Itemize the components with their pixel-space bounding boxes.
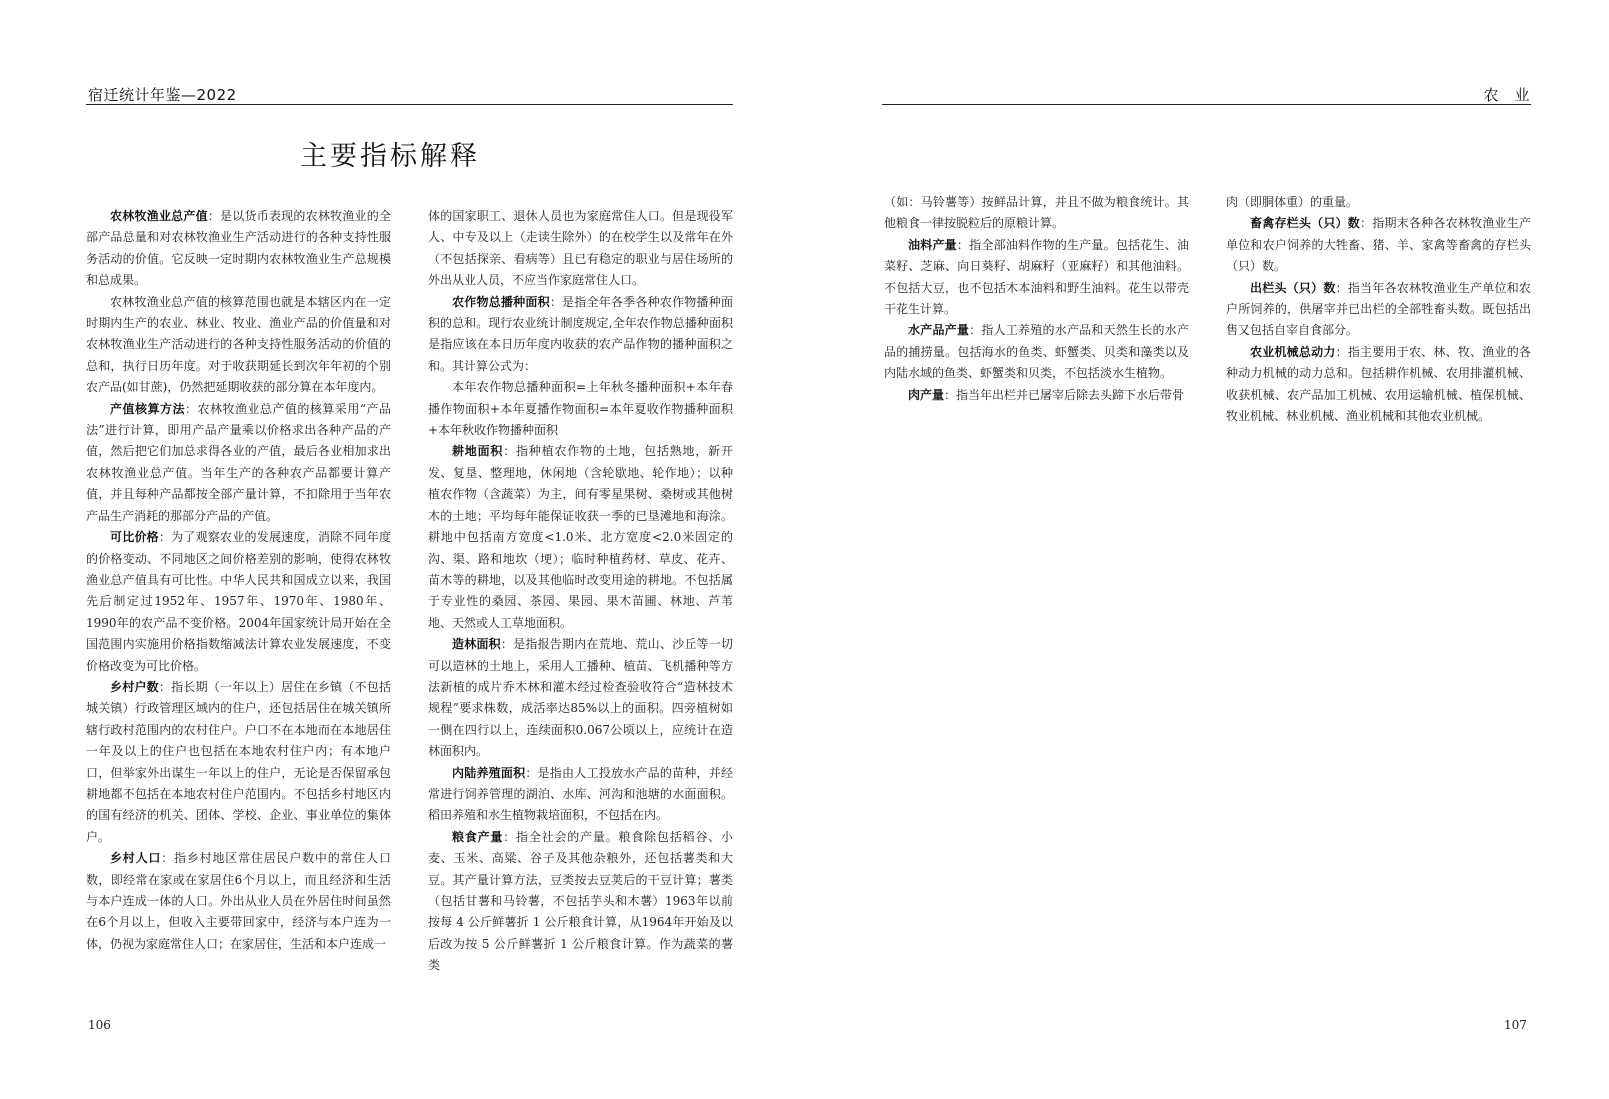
- paragraph: [428, 763, 733, 827]
- page-number-left: 106: [88, 1018, 111, 1032]
- paragraph: [1226, 342, 1531, 428]
- definition: ：是以货币表现的农林牧渔业的全部产品总量和对农林牧渔业生产活动进行的各种支持性服务活动的价值。它反映一定时期内农林牧渔业生产总规模和总成果。: [86, 209, 391, 288]
- definition: 肉（即胴体重）的重量。: [1226, 195, 1359, 209]
- text-column-4: [1226, 192, 1531, 427]
- definition: ：是指由人工投放水产品的苗种，并经常进行饲养管理的湖泊、水库、河沟和池塘的水面面积。稻田养殖和水生植物栽培面积，不包括在内。: [428, 765, 733, 823]
- paragraph: [86, 677, 391, 848]
- definition: ：指长期（一年以上）居住在乡镇（不包括城关镇）行政管理区域内的住户，还包括居住在城关镇所辖行政村范围内的农村住户。户口不在本地而在本地居住一年及以上的住户也包括在本地农村住户内；有本地户口，但举家外出谋生一年以上的住户，无论是否保留承包耕地都不包括在本地农村住户范围内。不包括乡村地区内的国有经济的机关、团体、学校、企业、事业单位的集体户。: [86, 679, 391, 844]
- text-column-3: [884, 192, 1189, 406]
- definition: ：是指全年各季各种农作物播种面积的总和。现行农业统计制度规定,全年农作物总播种面积是指应该在本日历年度内收获的农产品作物的播种面积之和。其计算公式为：: [428, 294, 733, 373]
- paragraph: [428, 634, 733, 762]
- header-rule-right: [882, 104, 1531, 105]
- paragraph: [428, 441, 733, 634]
- term: 肉产量: [908, 387, 945, 402]
- paragraph: [884, 320, 1189, 384]
- term: 可比价格: [110, 530, 159, 545]
- definition: ：指种植农作物的土地，包括熟地，新开发、复垦、整理地，休闲地（含轮歇地、轮作地）；以种植农作物（含蔬菜）为主，间有零星果树、桑树或其他树木的土地；平均每年能保证收获一季的已垦滩地和海涂。耕地中包括南方宽度<1.0米、北方宽度<2.0米固定的沟、渠、路和地坎（埂）；临时种植药材、草皮、花卉、苗木等的耕地，以及其他临时改变用途的耕地。不包括属于专业性的桑园、茶园、果园、果木苗圃、林地、芦苇地、天然或人工草地面积。: [428, 444, 733, 630]
- definition: ：是指报告期内在荒地、荒山、沙丘等一切可以造林的土地上，采用人工播种、植苗、飞机播种等方法新植的成片乔木林和灌木经过检查验收符合“造林技术规程”要求株数，成活率达85%以上的面积。四旁植树如一侧在四行以上，连续面积0.067公顷以上，应统计在造林面积内。: [428, 637, 733, 759]
- paragraph: [884, 385, 1189, 406]
- definition: ：指全社会的产量。粮食除包括稻谷、小麦、玉米、高粱、谷子及其他杂粮外，还包括薯类和大豆。其产量计算方法，豆类按去豆荚后的干豆计算；薯类（包括甘薯和马铃薯，不包括芋头和木薯）1963年以前按每 4 公斤鲜薯折 1 公斤粮食计算，从1964年开始及以后改为按 5 公斤鲜薯折 1 公斤粮食计算。作为蔬菜的薯类: [428, 829, 733, 973]
- running-head-left: 宿迁统计年鉴—2022: [88, 86, 237, 104]
- term: 粮食产量: [452, 829, 504, 844]
- definition: ：指期末各种各农林牧渔业生产单位和农户饲养的大牲畜、猪、羊、家禽等畜禽的存栏头（只）数。: [1226, 216, 1531, 274]
- page-number-right: 107: [1504, 1018, 1527, 1032]
- term: 内陆养殖面积: [452, 765, 526, 780]
- definition: ：指主要用于农、林、牧、渔业的各种动力机械的动力总和。包括耕作机械、农用排灌机械、收获机械、农产品加工机械、农用运输机械、植保机械、牧业机械、林业机械、渔业机械和其他农业机械。: [1226, 344, 1531, 424]
- header-rule-left: [86, 104, 733, 105]
- paragraph: [1226, 278, 1531, 342]
- paragraph: [428, 827, 733, 977]
- term: 农业机械总动力: [1250, 344, 1336, 359]
- formula: [428, 377, 733, 441]
- definition: 本年农作物总播种面积=上年秋冬播种面积+本年春播作物面积+本年夏播作物面积=本年夏收作物播种面积+本年秋收作物播种面积: [428, 380, 733, 438]
- paragraph: [86, 527, 391, 677]
- definition: 体的国家职工、退休人员也为家庭常住人口。但是现役军人、中专及以上（走读生除外）的在校学生以及常年在外（不包括探亲、看病等）且已有稳定的职业与居住场所的外出从业人员，不应当作家庭常住人口。: [428, 209, 733, 288]
- term: 畜禽存栏头（只）数: [1250, 216, 1361, 231]
- term: 乡村户数: [110, 679, 159, 694]
- term: 水产品产量: [908, 323, 970, 338]
- paragraph: [428, 206, 733, 292]
- paragraph: [884, 192, 1189, 235]
- paragraph: [428, 292, 733, 378]
- term: 出栏头（只）数: [1250, 280, 1336, 295]
- definition: ：指乡村地区常住居民户数中的常住人口数，即经常在家或在家居住6个月以上，而且经济和生活与本户连成一体的人口。外出从业人员在外居住时间虽然在6个月以上，但收入主要带回家中，经济与本户连为一体，仍视为家庭常住人口；在家居住，生活和本户连成一: [86, 851, 391, 951]
- term: 产值核算方法: [110, 401, 185, 416]
- term: 农作物总播种面积: [452, 294, 550, 309]
- definition: （如：马铃薯等）按鲜品计算，并且不做为粮食统计。其他粮食一律按脱粒后的原粮计算。: [884, 195, 1189, 231]
- term: 乡村人口: [110, 851, 162, 866]
- page-title: 主要指标解释: [300, 141, 480, 172]
- paragraph: [86, 848, 391, 955]
- definition: ：指人工养殖的水产品和天然生长的水产品的捕捞量。包括海水的鱼类、虾蟹类、贝类和藻类以及内陆水域的鱼类、虾蟹类和贝类，不包括淡水生植物。: [884, 323, 1189, 381]
- paragraph: [86, 206, 391, 292]
- term: 耕地面积: [452, 444, 504, 459]
- term: 农林牧渔业总产值: [110, 209, 208, 223]
- paragraph: [884, 235, 1189, 321]
- text-column-2: [428, 206, 733, 977]
- term: 油料产量: [908, 237, 957, 252]
- definition: ：指当年出栏并已屠宰后除去头蹄下水后带骨: [944, 387, 1185, 402]
- paragraph: [86, 292, 391, 399]
- paragraph: [86, 399, 391, 527]
- definition: ：指全部油料作物的生产量。包括花生、油菜籽、芝麻、向日葵籽、胡麻籽（亚麻籽）和其他油料。不包括大豆，也不包括木本油料和野生油料。花生以带壳干花生计算。: [884, 237, 1189, 317]
- definition: ：为了观察农业的发展速度，消除不同年度的价格变动、不同地区之间价格差别的影响，使得农林牧渔业总产值具有可比性。中华人民共和国成立以来，我国先后制定过1952年、1957年、1970年、1980年、1990年的农产品不变价格。2004年国家统计局开始在全国范围内实施用价格指数缩减法计算农业发展速度，不变价格改变为可比价格。: [86, 530, 391, 673]
- paragraph: [1226, 213, 1531, 277]
- text-column-1: [86, 206, 391, 955]
- definition: 农林牧渔业总产值的核算范围也就是本辖区内在一定时期内生产的农业、林业、牧业、渔业产品的价值量和对农林牧渔业生产活动进行的各种支持性服务活动的价值的总和，执行日历年度。对于收获期延长到次年年初的个别农产品(如甘蔗)，仍然把延期收获的部分算在本年度内。: [86, 294, 391, 395]
- running-head-right: 农 业: [1483, 86, 1530, 104]
- term: 造林面积: [452, 637, 501, 652]
- definition: ：指当年各农林牧渔业生产单位和农户所饲养的，供屠宰并已出栏的全部牲畜头数。既包括出售又包括自宰自食部分。: [1226, 280, 1531, 338]
- paragraph: [1226, 192, 1531, 213]
- definition: ：农林牧渔业总产值的核算采用“产品法”进行计算，即用产品产量乘以价格求出各种产品的产值，然后把它们加总求得各业的产值，最后各业相加求出农林牧渔业总产值。当年生产的各种农产品都要计算产值，并且每种产品都按全部产量计算，不扣除用于当年农产品生产消耗的那部分产品的产值。: [86, 401, 391, 523]
